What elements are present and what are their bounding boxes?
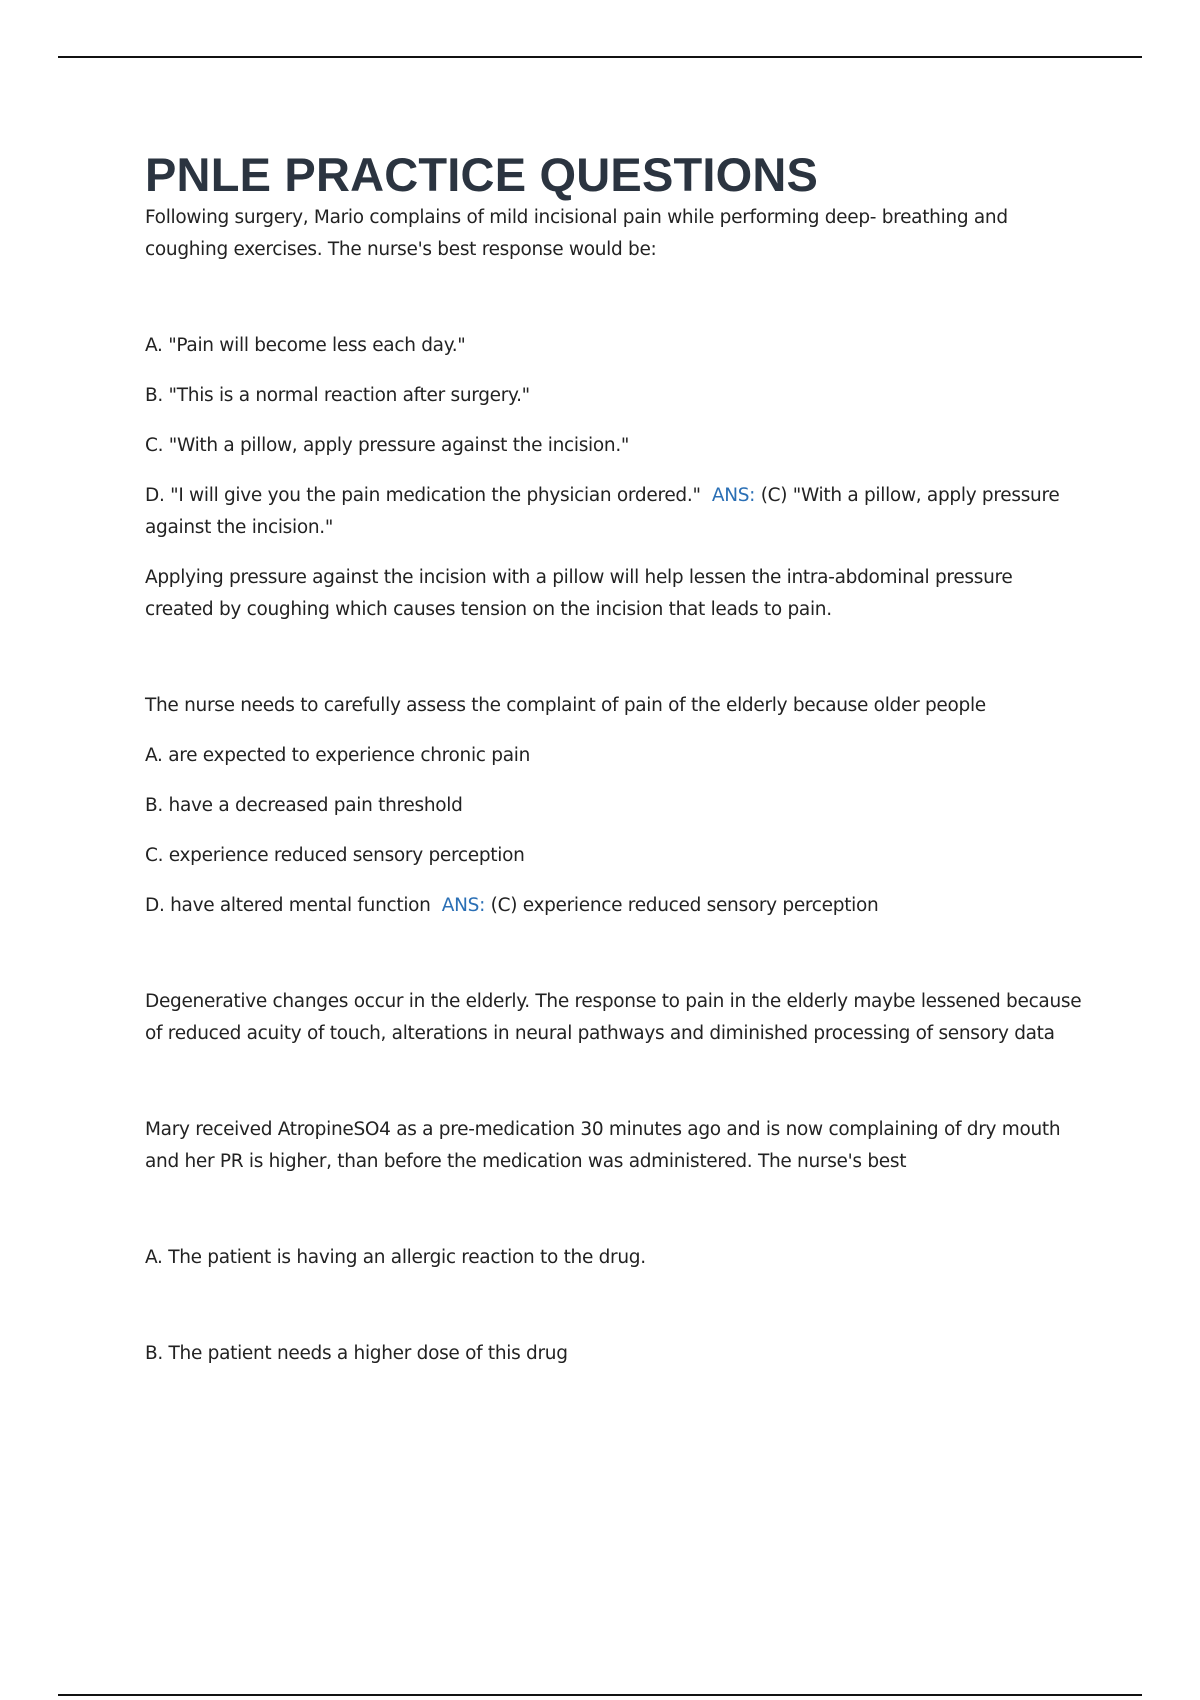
header-rule <box>58 56 1142 58</box>
answer-label: ANS: <box>711 485 756 506</box>
question-2-option-a: A. are expected to experience chronic pain <box>145 745 530 766</box>
question-1-option-d: D. "I will give you the pain medication the physician ordered." <box>145 485 701 506</box>
footer-rule <box>58 1694 1142 1696</box>
question-2-option-d: D. have altered mental function <box>145 895 431 916</box>
question-1-option-b: B. "This is a normal reaction after surgery." <box>145 385 530 406</box>
question-1-rationale: Applying pressure against the incision with a pillow will help lessen the intra-abdominal pressure created by coughing which causes tension on the incision that leads to pain. <box>145 567 1013 620</box>
question-3-option-a: A. The patient is having an allergic reaction to the drug. <box>145 1247 646 1268</box>
question-3-option-b: B. The patient needs a higher dose of this drug <box>145 1343 568 1364</box>
question-2-answer: (C) experience reduced sensory perception <box>490 895 879 916</box>
question-2-stem: The nurse needs to carefully assess the complaint of pain of the elderly because older people <box>145 695 986 716</box>
question-1-option-a: A. "Pain will become less each day." <box>145 335 466 356</box>
question-1-option-c: C. "With a pillow, apply pressure against the incision." <box>145 435 630 456</box>
question-2-rationale: Degenerative changes occur in the elderly. The response to pain in the elderly maybe lessened because of reduced acuity of touch, alterations in neural pathways and diminished processing of sensory data <box>145 991 1082 1044</box>
question-1-answer: (C) "With a pillow, apply pressure against the incision." <box>145 485 1060 538</box>
question-2-option-c: C. experience reduced sensory perception <box>145 845 525 866</box>
question-1-option-d-with-answer <box>145 480 1085 544</box>
question-3-stem: Mary received AtropineSO4 as a pre-medication 30 minutes ago and is now complaining of dry mouth and her PR is higher, than before the medication was administered. The nurse's best <box>145 1119 1061 1172</box>
question-2-option-d-with-answer <box>145 890 1085 922</box>
question-2-option-b: B. have a decreased pain threshold <box>145 795 463 816</box>
answer-label: ANS: <box>441 895 486 916</box>
question-1-stem: Following surgery, Mario complains of mild incisional pain while performing deep- breathing and coughing exercises. The nurse's best response would be: <box>145 207 1008 260</box>
document-body <box>145 140 1085 1370</box>
page-title: PNLE PRACTICE QUESTIONS <box>145 148 819 201</box>
